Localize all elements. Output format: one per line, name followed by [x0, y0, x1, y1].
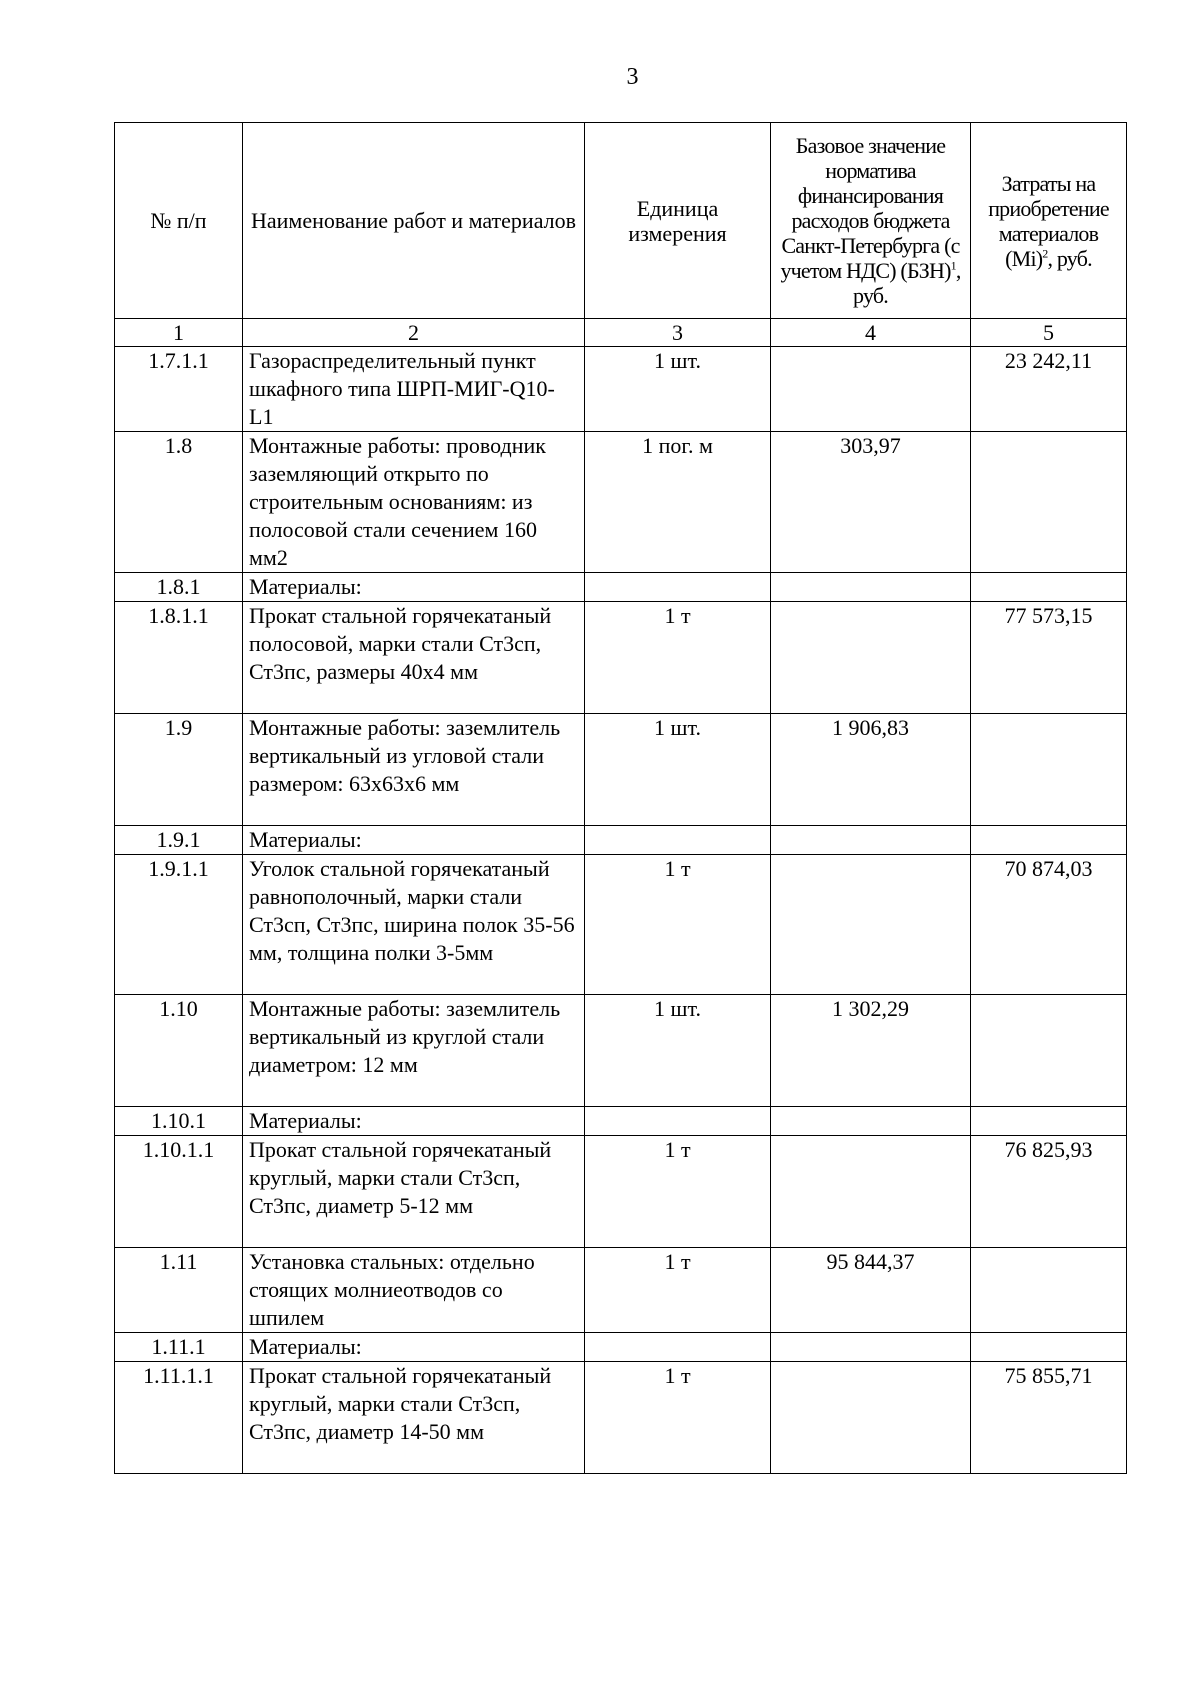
row-base-value — [771, 347, 971, 432]
row-material-cost — [971, 826, 1127, 855]
row-name: Прокат стальной горячекатаный круглый, марки стали Ст3сп, Ст3пс, диаметр 14-50 мм — [243, 1362, 585, 1474]
row-material-cost — [971, 995, 1127, 1107]
column-number: 5 — [971, 319, 1127, 347]
row-name: Уголок стальной горячекатаный равнополочный, марки стали Ст3сп, Ст3пс, ширина полок 35-56 мм, толщина полки 3-5мм — [243, 855, 585, 995]
row-name: Материалы: — [243, 1107, 585, 1136]
column-number: 3 — [585, 319, 771, 347]
row-material-cost: 77 573,15 — [971, 602, 1127, 714]
column-number: 2 — [243, 319, 585, 347]
row-unit: 1 т — [585, 1136, 771, 1248]
row-material-cost: 23 242,11 — [971, 347, 1127, 432]
row-number: 1.9.1 — [115, 826, 243, 855]
row-name: Материалы: — [243, 826, 585, 855]
table-body — [115, 347, 1127, 1474]
row-unit — [585, 1333, 771, 1362]
header-unit: Единица измерения — [585, 123, 771, 319]
row-name: Материалы: — [243, 1333, 585, 1362]
row-base-value: 1 302,29 — [771, 995, 971, 1107]
row-material-cost: 75 855,71 — [971, 1362, 1127, 1474]
row-base-value — [771, 855, 971, 995]
row-number: 1.9.1.1 — [115, 855, 243, 995]
row-unit: 1 т — [585, 602, 771, 714]
table-row — [115, 995, 1127, 1107]
row-base-value — [771, 602, 971, 714]
row-name: Монтажные работы: заземлитель вертикальный из круглой стали диаметром: 12 мм — [243, 995, 585, 1107]
page-number: 3 — [626, 64, 639, 90]
table-header-row — [115, 123, 1127, 319]
row-material-cost — [971, 573, 1127, 602]
column-number: 4 — [771, 319, 971, 347]
table-row — [115, 1362, 1127, 1474]
row-name: Монтажные работы: заземлитель вертикальный из угловой стали размером: 63х63х6 мм — [243, 714, 585, 826]
table-row — [115, 1136, 1127, 1248]
row-number: 1.8.1 — [115, 573, 243, 602]
row-unit — [585, 573, 771, 602]
column-number-row — [115, 319, 1127, 347]
row-name: Прокат стальной горячекатаный круглый, марки стали Ст3сп, Ст3пс, диаметр 5-12 мм — [243, 1136, 585, 1248]
row-number: 1.10.1.1 — [115, 1136, 243, 1248]
table-row — [115, 1248, 1127, 1333]
table-row — [115, 432, 1127, 573]
row-name: Монтажные работы: проводник заземляющий открыто по строительным основаниям: из полосовой стали сечением 160 мм2 — [243, 432, 585, 573]
row-base-value — [771, 826, 971, 855]
table-row — [115, 826, 1127, 855]
row-unit: 1 т — [585, 1248, 771, 1333]
row-base-value: 1 906,83 — [771, 714, 971, 826]
row-number: 1.7.1.1 — [115, 347, 243, 432]
row-base-value — [771, 1333, 971, 1362]
table-row — [115, 1107, 1127, 1136]
row-unit — [585, 826, 771, 855]
row-number: 1.9 — [115, 714, 243, 826]
row-name: Газораспределительный пункт шкафного типа ШРП-МИГ-Q10-L1 — [243, 347, 585, 432]
column-number: 1 — [115, 319, 243, 347]
row-material-cost — [971, 1333, 1127, 1362]
header-name: Наименование работ и материалов — [243, 123, 585, 319]
row-name: Установка стальных: отдельно стоящих молниеотводов со шпилем — [243, 1248, 585, 1333]
row-number: 1.8 — [115, 432, 243, 573]
table-row — [115, 573, 1127, 602]
row-material-cost — [971, 432, 1127, 573]
row-base-value — [771, 573, 971, 602]
row-number: 1.11 — [115, 1248, 243, 1333]
header-base-value: Базовое значение норматива финансирования расходов бюджета Санкт-Петербурга (с учетом НДС) (БЗН)$^1$, руб. — [771, 123, 971, 319]
header-material-cost: Затраты на приобретение материалов $(Mi)^2$, руб. — [971, 123, 1127, 319]
row-base-value — [771, 1362, 971, 1474]
row-base-value — [771, 1107, 971, 1136]
row-unit: 1 шт. — [585, 995, 771, 1107]
table-row — [115, 602, 1127, 714]
header-number: № п/п — [115, 123, 243, 319]
row-number: 1.10 — [115, 995, 243, 1107]
table-row — [115, 347, 1127, 432]
row-base-value: 95 844,37 — [771, 1248, 971, 1333]
row-name: Материалы: — [243, 573, 585, 602]
row-number: 1.8.1.1 — [115, 602, 243, 714]
row-number: 1.10.1 — [115, 1107, 243, 1136]
row-material-cost: 76 825,93 — [971, 1136, 1127, 1248]
row-number: 1.11.1 — [115, 1333, 243, 1362]
table-row — [115, 855, 1127, 995]
row-unit: 1 т — [585, 1362, 771, 1474]
row-unit: 1 пог. м — [585, 432, 771, 573]
row-base-value: 303,97 — [771, 432, 971, 573]
row-material-cost — [971, 714, 1127, 826]
table-row — [115, 714, 1127, 826]
row-material-cost: 70 874,03 — [971, 855, 1127, 995]
row-base-value — [771, 1136, 971, 1248]
table-row — [115, 1333, 1127, 1362]
row-unit: 1 шт. — [585, 347, 771, 432]
row-material-cost — [971, 1248, 1127, 1333]
row-name: Прокат стальной горячекатаный полосовой, марки стали Ст3сп, Ст3пс, размеры 40х4 мм — [243, 602, 585, 714]
row-number: 1.11.1.1 — [115, 1362, 243, 1474]
row-unit: 1 шт. — [585, 714, 771, 826]
norms-table — [114, 122, 1127, 1474]
row-unit: 1 т — [585, 855, 771, 995]
row-unit — [585, 1107, 771, 1136]
row-material-cost — [971, 1107, 1127, 1136]
